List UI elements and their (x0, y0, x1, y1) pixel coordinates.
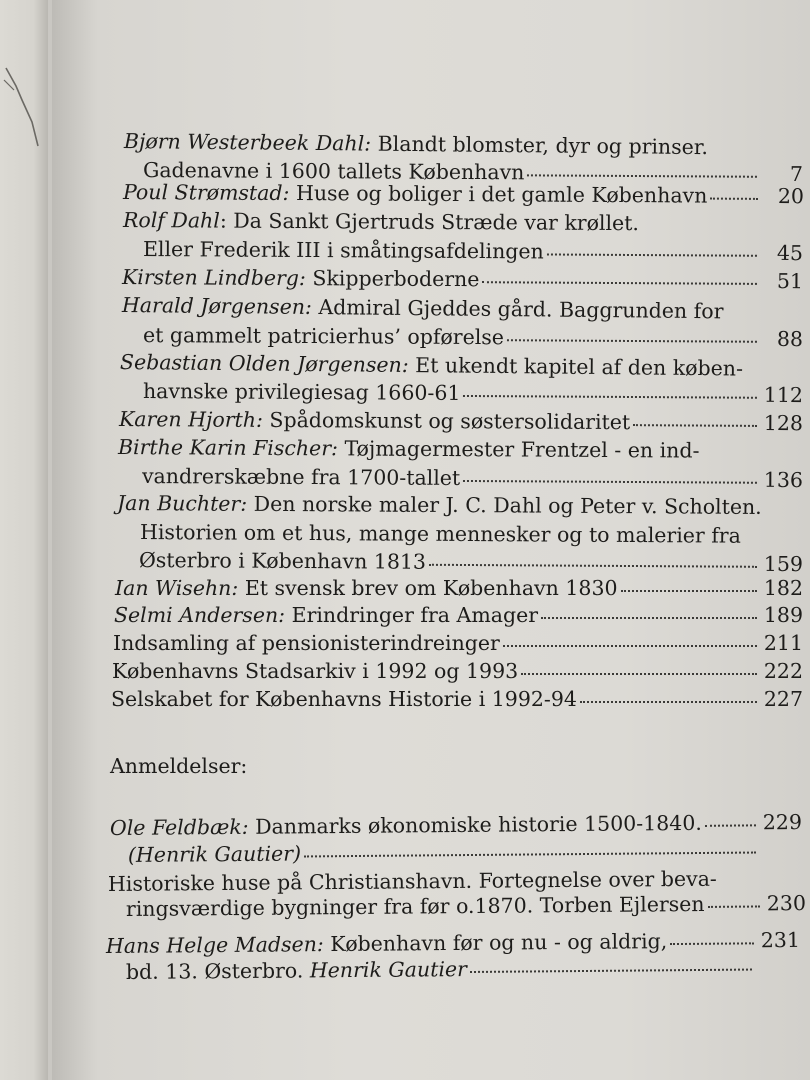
toc-title: Et svensk brev om København 1830 (244, 576, 618, 600)
toc-line (140, 522, 800, 547)
toc-title: Historien om et hus, mange mennesker og to malerier fra (139, 520, 741, 548)
page-number: 182 (763, 576, 803, 600)
leader-dots (429, 564, 757, 568)
page-number: 112 (763, 382, 804, 408)
toc-title: bd. 13. Østerbro. (125, 958, 304, 984)
page-number: 159 (763, 551, 804, 577)
leader-dots (521, 673, 757, 675)
page-number: 231 (760, 927, 801, 953)
toc-line (122, 295, 722, 322)
page-number: 189 (763, 603, 803, 627)
toc-line (109, 809, 803, 840)
toc-title: København før og nu - og aldrig, (330, 929, 668, 957)
leader-dots (507, 339, 757, 343)
toc-line (143, 381, 803, 406)
leader-dots (463, 395, 757, 399)
page-number: 128 (763, 410, 804, 436)
toc-title: ringsværdige bygninger fra før o.1870. Torben Ejlersen (125, 891, 705, 921)
toc-author: Jan Buchter: (116, 491, 248, 516)
page-number: 230 (766, 891, 807, 916)
leader-dots (633, 424, 757, 427)
toc-author: Bjørn Westerbeek Dahl: (123, 129, 372, 156)
leader-dots (547, 253, 757, 256)
toc-title: Østerbro i København 1813 (138, 548, 427, 574)
leader-dots (470, 969, 752, 973)
toc-title: Eller Frederik III i småtingsafdelingen (142, 237, 544, 264)
toc-title: Indsamling af pensionisterindreinger (113, 631, 500, 655)
toc-line (119, 350, 744, 381)
toc-line (115, 578, 803, 599)
toc-author: Henrik Gautier (309, 957, 467, 983)
toc-author: Ole Feldbæk: (109, 814, 249, 840)
toc-line (119, 409, 803, 434)
leader-dots (463, 480, 757, 484)
toc-author: Kirsten Lindberg: (121, 265, 306, 291)
toc-title: Gadenavne i 1600 tallets København (142, 158, 525, 185)
page-number: 51 (776, 269, 804, 294)
page-number: 45 (776, 240, 804, 266)
toc-title: et gammelt patricierhus’ opførelse (142, 323, 505, 350)
reviews-heading: Anmeldelser: (110, 754, 248, 778)
toc-title: Admiral Gjeddes gård. Baggrunden for (318, 295, 724, 324)
toc-author: Karen Hjorth: (118, 407, 263, 432)
toc-title: Selskabet for Københavns Historie i 1992-94 (111, 687, 577, 711)
toc-line (126, 956, 758, 982)
toc-author: Harald Jørgensen: (121, 293, 313, 319)
toc-line (114, 605, 803, 626)
leader-dots (708, 905, 760, 907)
toc-line (139, 550, 803, 575)
page-number: 7 (789, 161, 804, 187)
toc-line (113, 633, 803, 654)
leader-dots (482, 281, 757, 285)
page-number: 20 (777, 184, 805, 209)
page-number: 88 (776, 326, 804, 352)
toc-title: vandrerskæbne fra 1700-tallet (141, 464, 461, 490)
toc-line (128, 839, 762, 865)
toc-line (118, 437, 738, 461)
page-number: 136 (763, 467, 804, 493)
toc-line (122, 267, 803, 292)
leader-dots (670, 942, 754, 945)
toc-author: Sebastian Olden Jørgensen: (119, 350, 409, 378)
leader-dots (503, 645, 757, 647)
toc-line (108, 868, 808, 895)
toc-line (124, 131, 724, 158)
toc-author: Hans Helge Madsen: (105, 932, 324, 958)
toc-author: Ian Wisehn: (115, 576, 239, 600)
toc-title: Historiske huse på Christianshavn. Fortegnelse over beva- (107, 866, 717, 896)
toc-title: Spådomskunst og søstersolidaritet (269, 407, 631, 435)
toc-author: Selmi Andersen: (114, 603, 286, 627)
toc-title: Huse og boliger i det gamle København (295, 181, 708, 208)
leader-dots (527, 174, 757, 177)
leader-dots (541, 617, 757, 619)
leader-dots (621, 590, 757, 592)
toc-title: Danmarks økonomiske historie 1500-1840. (255, 810, 702, 839)
toc-title: Tøjmagermester Frentzel - en ind- (344, 436, 700, 463)
toc-line (112, 661, 803, 682)
page-number: 227 (763, 687, 803, 711)
page-number: 211 (763, 631, 803, 655)
leader-dots (705, 824, 756, 826)
toc-line (123, 210, 723, 234)
toc-title: havnske privilegiesag 1660-61 (142, 379, 461, 405)
toc-title: Erindringer fra Amager (291, 603, 539, 627)
toc-title: Skipperboderne (312, 266, 480, 292)
toc-line (111, 689, 803, 710)
toc-title: Blandt blomster, dyr og prinser. (377, 131, 709, 160)
toc-line (142, 466, 803, 491)
toc-title: Københavns Stadsarkiv i 1992 og 1993 (112, 659, 519, 683)
toc-author: (Henrik Gautier) (127, 841, 302, 867)
toc-line (117, 493, 807, 518)
leader-dots (304, 852, 756, 858)
toc-title: Et ukendt kapitel af den køben- (415, 353, 744, 381)
toc-author: Poul Strømstad: (122, 180, 290, 206)
page-number: 229 (762, 809, 803, 835)
toc-author: Birthe Karin Fischer: (117, 435, 339, 461)
toc-author: Rolf Dahl (122, 208, 220, 233)
toc-line (126, 893, 806, 919)
leader-dots (580, 701, 757, 703)
toc-title: : Da Sankt Gjertruds Stræde var krøllet. (219, 208, 640, 236)
toc-title: Den norske maler J. C. Dahl og Peter v. Scholten. (253, 491, 762, 519)
page-number: 222 (763, 659, 803, 683)
toc-line (143, 325, 803, 350)
leader-dots (710, 198, 758, 200)
toc-line (143, 239, 803, 264)
toc-line (105, 927, 801, 958)
toc-line (123, 182, 804, 207)
